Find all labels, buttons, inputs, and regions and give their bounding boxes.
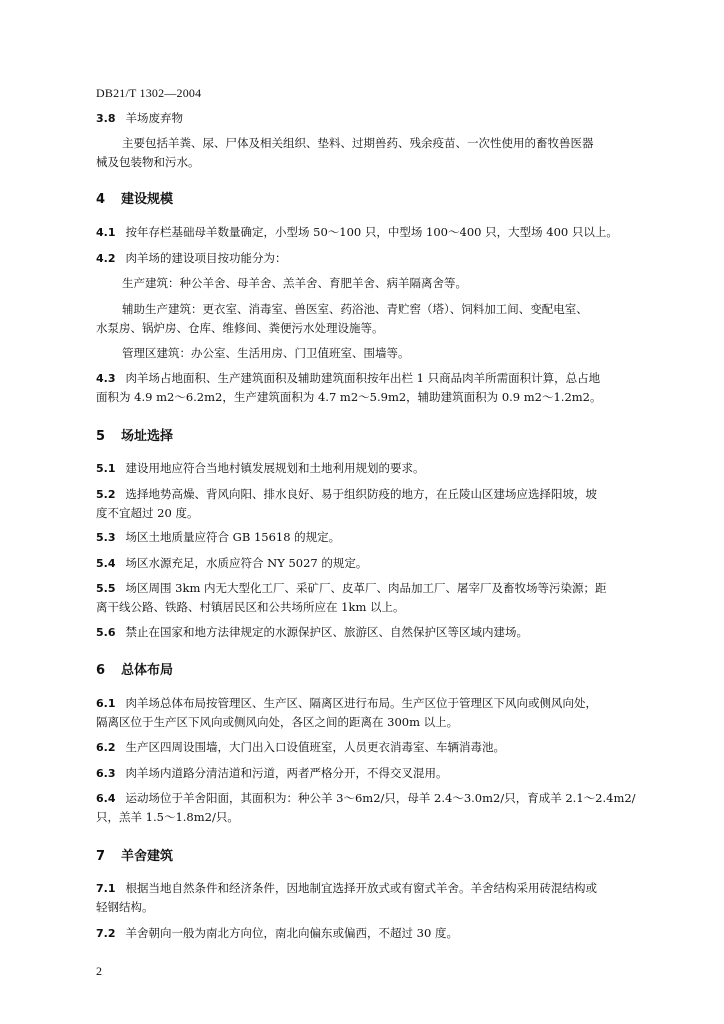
clause-5-5 (96, 580, 642, 597)
clause-text: 按年存栏基础母羊数量确定，小型场 50～100 只，中型场 100～400 只，大型场 400 只以上。 (125, 225, 618, 239)
paragraph-line: 只，羔羊 1.5～1.8m2/只。 (96, 810, 239, 824)
clause-number: 5.1 (96, 462, 116, 475)
clause-5-6 (96, 624, 642, 641)
clause-text: 生产区四周设围墙，大门出入口设值班室，人员更衣消毒室、车辆消毒池。 (125, 740, 505, 754)
clause-5-2 (96, 486, 642, 503)
clause-title: 羊场废弃物 (125, 111, 183, 125)
section-number: 6 (96, 663, 106, 678)
clause-4-3 (96, 370, 642, 387)
clause-text: 建设用地应符合当地村镇发展规划和土地利用规划的要求。 (125, 461, 425, 475)
section-number: 4 (96, 192, 106, 207)
clause-text: 肉羊场总体布局按管理区、生产区、隔离区进行布局。生产区位于管理区下风向或侧风向处， (125, 696, 597, 710)
paragraph-line: 轻钢结构。 (96, 900, 154, 914)
clause-text: 肉羊场的建设项目按功能分为： (125, 251, 287, 265)
clause-7-1 (96, 880, 642, 897)
clause-number: 5.3 (96, 531, 116, 544)
page-number: 2 (96, 964, 102, 978)
section-4-heading (96, 188, 173, 207)
clause-7-2 (96, 925, 642, 942)
clause-6-2 (96, 739, 642, 756)
paragraph-line: 水泵房、锅炉房、仓库、维修间、粪便污水处理设施等。 (96, 321, 384, 335)
clause-text: 肉羊场内道路分清洁道和污道，两者严格分开，不得交叉混用。 (125, 766, 448, 780)
section-5-heading (96, 425, 173, 444)
section-number: 5 (96, 429, 106, 444)
clause-number: 4.2 (96, 252, 116, 265)
clause-number: 5.2 (96, 488, 116, 501)
paragraph-line: 辅助生产建筑：更衣室、消毒室、兽医室、药浴池、青贮窖（塔）、饲料加工间、变配电室、 (122, 302, 588, 316)
section-7-heading (96, 845, 173, 864)
clause-text: 羊舍朝向一般为南北方向位，南北向偏东或偏西，不超过 30 度。 (125, 926, 458, 940)
clause-text: 场区土地质量应符合 GB 15618 的规定。 (125, 530, 341, 544)
clause-number: 6.2 (96, 741, 116, 754)
paragraph-line: 生产建筑：种公羊舍、母羊舍、羔羊舍、育肥羊舍、病羊隔离舍等。 (122, 276, 467, 290)
paragraph-line: 度不宜超过 20 度。 (96, 506, 199, 520)
clause-number: 7.1 (96, 882, 116, 895)
clause-number: 6.3 (96, 767, 116, 780)
paragraph-line: 主要包括羊粪、尿、尸体及相关组织、垫料、过期兽药、残余疫苗、一次性使用的畜牧兽医器 (122, 136, 594, 150)
clause-5-1 (96, 460, 642, 477)
clause-5-4 (96, 555, 642, 572)
clause-text: 选择地势高燥、背风向阳、排水良好、易于组织防疫的地方，在丘陵山区建场应选择阳坡，坡 (125, 487, 597, 501)
paragraph-line: 面积为 4.9 m2～6.2m2，生产建筑面积为 4.7 m2～5.9m2，辅助建筑面积为 0.9 m2～1.2m2。 (96, 390, 602, 404)
paragraph-line: 械及包装物和污水。 (96, 155, 200, 169)
clause-number: 7.2 (96, 927, 116, 940)
clause-number: 5.4 (96, 557, 116, 570)
clause-number: 5.5 (96, 582, 116, 595)
clause-number: 6.1 (96, 697, 116, 710)
section-title: 场址选择 (121, 429, 174, 444)
clause-6-1 (96, 695, 642, 712)
clause-number: 4.1 (96, 226, 116, 239)
clause-text: 肉羊场占地面积、生产建筑面积及辅助建筑面积按年出栏 1 只商品肉羊所需面积计算，总占地 (125, 371, 601, 385)
clause-4-1 (96, 224, 642, 241)
clause-number: 5.6 (96, 626, 116, 639)
clause-number: 6.4 (96, 792, 116, 805)
clause-6-4 (96, 790, 642, 807)
clause-text: 根据当地自然条件和经济条件，因地制宜选择开放式或有窗式羊舍。羊舍结构采用砖混结构或 (125, 881, 597, 895)
paragraph-line: 管理区建筑：办公室、生活用房、门卫值班室、围墙等。 (122, 346, 410, 360)
clause-number: 4.3 (96, 372, 116, 385)
standard-code-header: DB21/T 1302—2004 (96, 86, 202, 100)
clause-5-3 (96, 529, 642, 546)
section-title: 建设规模 (121, 192, 174, 207)
section-number: 7 (96, 849, 106, 864)
clause-text: 场区水源充足，水质应符合 NY 5027 的规定。 (125, 556, 368, 570)
clause-text: 场区周围 3km 内无大型化工厂、采矿厂、皮革厂、肉品加工厂、屠宰厂及畜牧场等污染源；距 (125, 581, 607, 595)
clause-4-2 (96, 250, 642, 267)
clause-6-3 (96, 765, 642, 782)
clause-number: 3.8 (96, 112, 116, 125)
paragraph-line: 离干线公路、铁路、村镇居民区和公共场所应在 1km 以上。 (96, 600, 405, 614)
clause-3-8-heading (96, 110, 642, 127)
clause-text: 运动场位于羊舍阳面，其面积为：种公羊 3～6m2/只，母羊 2.4～3.0m2/只，育成羊 2.1～2.4m2/ (125, 791, 636, 805)
paragraph-line: 隔离区位于生产区下风向或侧风向处，各区之间的距离在 300m 以上。 (96, 715, 459, 729)
section-6-heading (96, 659, 173, 678)
section-title: 羊舍建筑 (121, 849, 174, 864)
section-title: 总体布局 (121, 663, 174, 678)
clause-text: 禁止在国家和地方法律规定的水源保护区、旅游区、自然保护区等区域内建场。 (125, 625, 528, 639)
